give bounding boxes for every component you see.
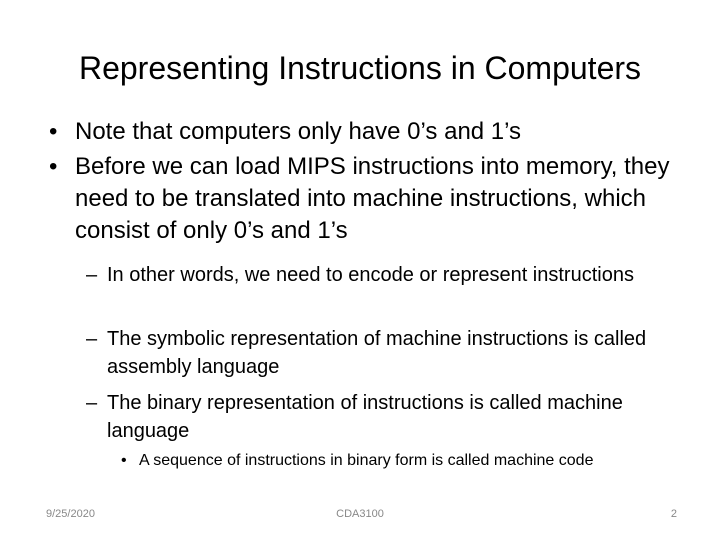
bullet-text: Note that computers only have 0’s and 1’s (75, 118, 522, 145)
sub-sub-bullet-marker: • (121, 452, 127, 469)
footer-date: 9/25/2020 (46, 508, 95, 520)
bullet-text: Before we can load MIPS instructions into memory, they need to be translated into machine instructions, which consist of only 0’s and 1’s (75, 153, 670, 244)
sub-bullet-marker: – (86, 264, 98, 286)
footer-page-number: 2 (670, 508, 677, 520)
sub-bullet-text: In other words, we need to encode or represent instructions (107, 264, 634, 286)
sub-bullet-marker: – (86, 392, 98, 414)
sub-bullet-text: The binary representation of instructions is called machine language (107, 392, 623, 442)
sub-bullet-item (86, 389, 686, 445)
sub-sub-bullet-item (121, 450, 691, 472)
sub-sub-bullet-text: A sequence of instructions in binary form is called machine code (139, 452, 594, 469)
footer-course: CDA3100 (336, 508, 384, 520)
bullet-marker: • (49, 118, 58, 145)
sub-bullet-marker: – (86, 328, 98, 350)
sub-bullet-item (86, 325, 686, 381)
bullet-marker: • (49, 153, 58, 180)
bullet-item (49, 151, 699, 247)
sub-bullet-text: The symbolic representation of machine instructions is called assembly language (107, 328, 647, 378)
slide-title: Representing Instructions in Computers (78, 50, 642, 86)
sub-bullet-item (86, 261, 686, 289)
bullet-item (49, 116, 699, 148)
